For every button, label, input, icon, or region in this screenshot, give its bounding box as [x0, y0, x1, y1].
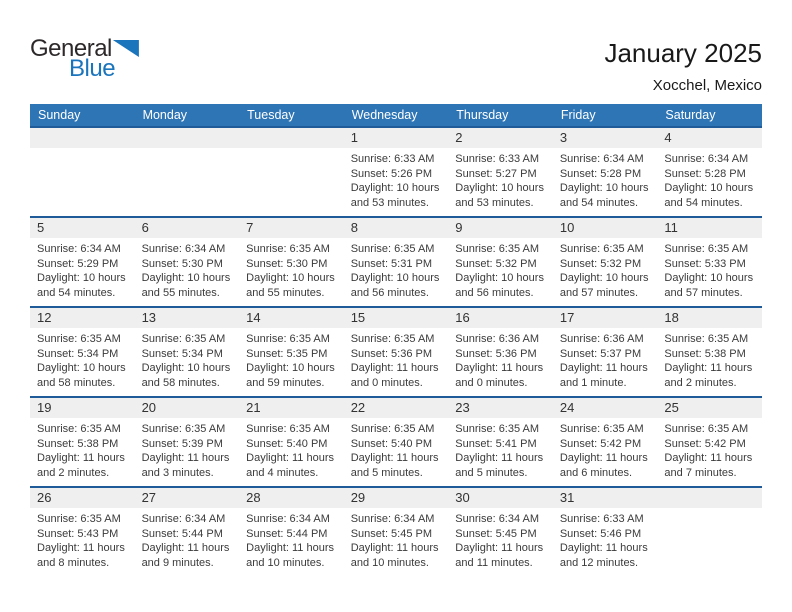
daylight-text-line1: Daylight: 11 hours — [350, 452, 439, 464]
calendar-day-cell — [239, 218, 344, 306]
day-details — [344, 418, 449, 480]
day-number: 27 — [135, 488, 240, 508]
calendar-day-cell — [344, 128, 449, 216]
week-row — [30, 216, 762, 306]
sunrise-text: Sunrise: 6:35 AM — [37, 333, 121, 345]
daylight-text-line1: Daylight: 10 hours — [37, 362, 126, 374]
sunrise-text: Sunrise: 6:36 AM — [559, 333, 644, 345]
daylight-text-line2: and 10 minutes. — [350, 556, 429, 569]
sunrise-text: Sunrise: 6:35 AM — [559, 243, 644, 255]
day-details — [239, 238, 344, 300]
day-details — [30, 238, 135, 300]
day-details — [344, 508, 449, 570]
day-details — [344, 238, 449, 300]
calendar-day-cell — [553, 218, 658, 306]
daylight-text-line1: Daylight: 11 hours — [559, 362, 648, 374]
daylight-text-line1: Daylight: 11 hours — [559, 452, 648, 464]
calendar-day-cell — [135, 488, 240, 576]
sunset-text: Sunset: 5:30 PM — [246, 257, 328, 270]
day-details — [657, 328, 762, 390]
day-details — [553, 238, 658, 300]
daylight-text-line1: Daylight: 11 hours — [664, 362, 753, 374]
calendar-day-cell — [30, 488, 135, 576]
calendar-day-cell — [344, 308, 449, 396]
daylight-text-line1: Daylight: 11 hours — [350, 362, 439, 374]
sunrise-text: Sunrise: 6:35 AM — [246, 423, 330, 435]
calendar-day-cell — [30, 218, 135, 306]
day-details — [239, 508, 344, 570]
calendar-day-cell — [448, 488, 553, 576]
sunset-text: Sunset: 5:27 PM — [455, 167, 537, 180]
daylight-text-line2: and 58 minutes. — [141, 376, 220, 389]
daylight-text-line2: and 9 minutes. — [141, 556, 214, 569]
week-row — [30, 396, 762, 486]
daylight-text-line2: and 8 minutes. — [37, 556, 110, 569]
general-blue-logo — [30, 37, 139, 81]
daylight-text-line2: and 56 minutes. — [455, 286, 534, 299]
daylight-text-line2: and 54 minutes. — [559, 196, 639, 209]
day-number: 30 — [448, 488, 553, 508]
calendar-day-cell — [657, 308, 762, 396]
daylight-text-line2: and 59 minutes. — [246, 376, 325, 389]
sunset-text: Sunset: 5:29 PM — [37, 257, 119, 270]
calendar-day-cell — [657, 398, 762, 486]
daylight-text-line1: Daylight: 10 hours — [350, 272, 440, 284]
day-details — [30, 418, 135, 480]
week-row — [30, 306, 762, 396]
daylight-text-line2: and 3 minutes. — [141, 466, 214, 479]
day-details — [135, 418, 240, 480]
day-number: 21 — [239, 398, 344, 418]
sunset-text: Sunset: 5:44 PM — [246, 527, 328, 540]
daylight-text-line2: and 4 minutes. — [246, 466, 319, 479]
sunrise-text: Sunrise: 6:35 AM — [141, 423, 226, 435]
day-number: 9 — [448, 218, 553, 238]
day-number: 23 — [448, 398, 553, 418]
daylight-text-line1: Daylight: 10 hours — [664, 182, 754, 194]
day-number: 15 — [344, 308, 449, 328]
daylight-text-line2: and 5 minutes. — [350, 466, 423, 479]
calendar-day-cell — [30, 308, 135, 396]
calendar-day-cell — [448, 398, 553, 486]
sunset-text: Sunset: 5:44 PM — [141, 527, 223, 540]
daylight-text-line1: Daylight: 11 hours — [37, 452, 125, 464]
calendar-day-cell — [553, 488, 658, 576]
daylight-text-line1: Daylight: 11 hours — [246, 452, 334, 464]
daylight-text-line2: and 2 minutes. — [664, 376, 737, 389]
day-number: 3 — [553, 128, 658, 148]
sunset-text: Sunset: 5:35 PM — [246, 347, 328, 360]
daylight-text-line2: and 56 minutes. — [350, 286, 429, 299]
sunrise-text: Sunrise: 6:35 AM — [350, 333, 435, 345]
sunset-text: Sunset: 5:45 PM — [350, 527, 433, 540]
sunrise-text: Sunrise: 6:35 AM — [37, 513, 121, 525]
sunset-text: Sunset: 5:41 PM — [455, 437, 537, 450]
daylight-text-line1: Daylight: 10 hours — [559, 182, 649, 194]
calendar-day-cell — [344, 218, 449, 306]
day-number — [30, 128, 135, 148]
sunset-text: Sunset: 5:30 PM — [141, 257, 223, 270]
daylight-text-line2: and 57 minutes. — [664, 286, 743, 299]
day-number: 4 — [657, 128, 762, 148]
day-details — [553, 508, 658, 570]
day-details — [657, 238, 762, 300]
daylight-text-line1: Daylight: 10 hours — [246, 362, 335, 374]
day-number: 7 — [239, 218, 344, 238]
day-details — [553, 148, 658, 210]
day-details — [135, 328, 240, 390]
daylight-text-line2: and 5 minutes. — [455, 466, 528, 479]
location-subtitle: Xocchel, Mexico — [652, 77, 762, 94]
day-number: 20 — [135, 398, 240, 418]
daylight-text-line2: and 7 minutes. — [664, 466, 737, 479]
calendar-day-cell — [448, 218, 553, 306]
day-number: 31 — [553, 488, 658, 508]
day-details — [239, 418, 344, 480]
weekday-header-cell: Wednesday — [351, 108, 418, 122]
sunset-text: Sunset: 5:39 PM — [141, 437, 223, 450]
sunset-text: Sunset: 5:36 PM — [350, 347, 433, 360]
sunrise-text: Sunrise: 6:34 AM — [664, 153, 749, 165]
daylight-text-line2: and 11 minutes. — [455, 556, 533, 569]
day-number: 11 — [657, 218, 762, 238]
weekday-header-row — [30, 104, 762, 126]
sunrise-text: Sunrise: 6:35 AM — [350, 243, 435, 255]
sunset-text: Sunset: 5:42 PM — [664, 437, 746, 450]
calendar-day-cell — [553, 308, 658, 396]
daylight-text-line1: Daylight: 10 hours — [455, 182, 544, 194]
day-number: 25 — [657, 398, 762, 418]
daylight-text-line2: and 2 minutes. — [37, 466, 110, 479]
day-number: 19 — [30, 398, 135, 418]
sunset-text: Sunset: 5:43 PM — [37, 527, 119, 540]
sunset-text: Sunset: 5:40 PM — [246, 437, 328, 450]
sunrise-text: Sunrise: 6:34 AM — [350, 513, 435, 525]
day-details — [657, 508, 762, 512]
sunrise-text: Sunrise: 6:33 AM — [350, 153, 435, 165]
sunrise-text: Sunrise: 6:35 AM — [559, 423, 644, 435]
sunrise-text: Sunrise: 6:35 AM — [246, 243, 330, 255]
sunrise-text: Sunrise: 6:35 AM — [350, 423, 435, 435]
sunrise-text: Sunrise: 6:35 AM — [141, 333, 226, 345]
empty-day-cell — [135, 128, 240, 216]
day-details — [344, 148, 449, 210]
calendar-day-cell — [448, 128, 553, 216]
sunrise-text: Sunrise: 6:35 AM — [664, 333, 749, 345]
daylight-text-line1: Daylight: 10 hours — [455, 272, 544, 284]
sunrise-text: Sunrise: 6:34 AM — [141, 513, 226, 525]
day-number: 18 — [657, 308, 762, 328]
day-number: 16 — [448, 308, 553, 328]
calendar-day-cell — [30, 398, 135, 486]
day-number: 6 — [135, 218, 240, 238]
day-details — [448, 328, 553, 390]
calendar-day-cell — [344, 398, 449, 486]
daylight-text-line1: Daylight: 10 hours — [664, 272, 754, 284]
daylight-text-line2: and 53 minutes. — [455, 196, 534, 209]
sunrise-text: Sunrise: 6:35 AM — [455, 423, 540, 435]
sunset-text: Sunset: 5:38 PM — [664, 347, 746, 360]
sunset-text: Sunset: 5:46 PM — [559, 527, 642, 540]
logo-text-blue: Blue — [69, 55, 116, 82]
sunset-text: Sunset: 5:28 PM — [559, 167, 642, 180]
sunset-text: Sunset: 5:28 PM — [664, 167, 746, 180]
week-row — [30, 126, 762, 216]
daylight-text-line1: Daylight: 11 hours — [455, 362, 544, 374]
daylight-text-line2: and 10 minutes. — [246, 556, 325, 569]
weekday-header-cell: Monday — [142, 108, 188, 122]
logo-triangle-icon — [113, 40, 139, 57]
weekday-header-cell: Saturday — [665, 108, 716, 122]
sunrise-text: Sunrise: 6:35 AM — [455, 243, 540, 255]
sunrise-text: Sunrise: 6:34 AM — [37, 243, 121, 255]
sunrise-text: Sunrise: 6:34 AM — [141, 243, 226, 255]
sunset-text: Sunset: 5:33 PM — [664, 257, 746, 270]
day-number — [239, 128, 344, 148]
day-number: 29 — [344, 488, 449, 508]
daylight-text-line2: and 55 minutes. — [246, 286, 325, 299]
calendar-day-cell — [239, 398, 344, 486]
day-details — [448, 508, 553, 570]
daylight-text-line1: Daylight: 11 hours — [455, 542, 544, 554]
daylight-text-line2: and 54 minutes. — [37, 286, 116, 299]
sunrise-text: Sunrise: 6:35 AM — [664, 243, 749, 255]
day-details — [30, 328, 135, 390]
day-details — [30, 148, 135, 152]
day-number: 17 — [553, 308, 658, 328]
day-details — [30, 508, 135, 570]
empty-day-cell — [657, 488, 762, 576]
sunset-text: Sunset: 5:37 PM — [559, 347, 642, 360]
day-number — [657, 488, 762, 508]
sunset-text: Sunset: 5:45 PM — [455, 527, 537, 540]
calendar-day-cell — [448, 308, 553, 396]
day-number — [135, 128, 240, 148]
calendar-day-cell — [553, 398, 658, 486]
day-number: 24 — [553, 398, 658, 418]
daylight-text-line1: Daylight: 11 hours — [455, 452, 544, 464]
daylight-text-line1: Daylight: 10 hours — [141, 362, 231, 374]
day-number: 2 — [448, 128, 553, 148]
day-number: 13 — [135, 308, 240, 328]
sunset-text: Sunset: 5:34 PM — [37, 347, 119, 360]
weeks-container — [30, 126, 762, 576]
daylight-text-line1: Daylight: 11 hours — [141, 452, 230, 464]
daylight-text-line2: and 57 minutes. — [559, 286, 639, 299]
daylight-text-line1: Daylight: 11 hours — [664, 452, 753, 464]
sunset-text: Sunset: 5:32 PM — [559, 257, 642, 270]
daylight-text-line1: Daylight: 11 hours — [350, 542, 439, 554]
calendar-day-cell — [657, 218, 762, 306]
weekday-header-cell: Thursday — [456, 108, 509, 122]
empty-day-cell — [30, 128, 135, 216]
weekday-header-cell: Sunday — [38, 108, 81, 122]
day-details — [553, 418, 658, 480]
sunrise-text: Sunrise: 6:33 AM — [455, 153, 540, 165]
calendar-day-cell — [553, 128, 658, 216]
page-title: January 2025 — [604, 38, 762, 68]
sunrise-text: Sunrise: 6:33 AM — [559, 513, 644, 525]
day-number: 10 — [553, 218, 658, 238]
daylight-text-line1: Daylight: 11 hours — [37, 542, 125, 554]
sunset-text: Sunset: 5:42 PM — [559, 437, 642, 450]
sunrise-text: Sunrise: 6:34 AM — [455, 513, 540, 525]
daylight-text-line2: and 0 minutes. — [455, 376, 528, 389]
daylight-text-line2: and 58 minutes. — [37, 376, 116, 389]
weekday-header-cell: Friday — [560, 108, 596, 122]
day-details — [448, 148, 553, 210]
sunrise-text: Sunrise: 6:34 AM — [246, 513, 330, 525]
sunset-text: Sunset: 5:40 PM — [350, 437, 433, 450]
sunrise-text: Sunrise: 6:34 AM — [559, 153, 644, 165]
day-number: 1 — [344, 128, 449, 148]
daylight-text-line1: Daylight: 10 hours — [559, 272, 649, 284]
daylight-text-line1: Daylight: 10 hours — [37, 272, 126, 284]
day-number: 26 — [30, 488, 135, 508]
week-row — [30, 486, 762, 576]
daylight-text-line2: and 6 minutes. — [559, 466, 632, 479]
day-number: 5 — [30, 218, 135, 238]
logo-text-general: General — [30, 35, 112, 62]
daylight-text-line1: Daylight: 10 hours — [141, 272, 231, 284]
calendar-day-cell — [135, 218, 240, 306]
calendar-table — [30, 104, 762, 576]
day-number: 28 — [239, 488, 344, 508]
day-details — [135, 148, 240, 152]
day-number: 8 — [344, 218, 449, 238]
daylight-text-line2: and 53 minutes. — [350, 196, 429, 209]
daylight-text-line1: Daylight: 10 hours — [350, 182, 440, 194]
day-details — [657, 148, 762, 210]
daylight-text-line2: and 55 minutes. — [141, 286, 220, 299]
sunset-text: Sunset: 5:31 PM — [350, 257, 433, 270]
empty-day-cell — [239, 128, 344, 216]
daylight-text-line1: Daylight: 11 hours — [246, 542, 334, 554]
day-number: 22 — [344, 398, 449, 418]
daylight-text-line2: and 1 minute. — [559, 376, 627, 389]
day-number: 12 — [30, 308, 135, 328]
sunrise-text: Sunrise: 6:36 AM — [455, 333, 540, 345]
day-details — [344, 328, 449, 390]
sunrise-text: Sunrise: 6:35 AM — [246, 333, 330, 345]
daylight-text-line1: Daylight: 11 hours — [141, 542, 230, 554]
day-details — [448, 418, 553, 480]
calendar-day-cell — [135, 398, 240, 486]
day-number: 14 — [239, 308, 344, 328]
day-details — [135, 238, 240, 300]
sunset-text: Sunset: 5:32 PM — [455, 257, 537, 270]
daylight-text-line2: and 0 minutes. — [350, 376, 423, 389]
calendar-day-cell — [344, 488, 449, 576]
day-details — [135, 508, 240, 570]
sunrise-text: Sunrise: 6:35 AM — [664, 423, 749, 435]
calendar-day-cell — [239, 308, 344, 396]
day-details — [239, 148, 344, 152]
calendar-day-cell — [239, 488, 344, 576]
calendar-day-cell — [657, 128, 762, 216]
daylight-text-line1: Daylight: 11 hours — [559, 542, 648, 554]
weekday-header-cell: Tuesday — [247, 108, 295, 122]
sunset-text: Sunset: 5:38 PM — [37, 437, 119, 450]
sunset-text: Sunset: 5:34 PM — [141, 347, 223, 360]
day-details — [657, 418, 762, 480]
daylight-text-line2: and 12 minutes. — [559, 556, 639, 569]
sunset-text: Sunset: 5:26 PM — [350, 167, 433, 180]
sunset-text: Sunset: 5:36 PM — [455, 347, 537, 360]
daylight-text-line1: Daylight: 10 hours — [246, 272, 335, 284]
day-details — [553, 328, 658, 390]
day-details — [239, 328, 344, 390]
sunrise-text: Sunrise: 6:35 AM — [37, 423, 121, 435]
day-details — [448, 238, 553, 300]
calendar-day-cell — [135, 308, 240, 396]
daylight-text-line2: and 54 minutes. — [664, 196, 743, 209]
